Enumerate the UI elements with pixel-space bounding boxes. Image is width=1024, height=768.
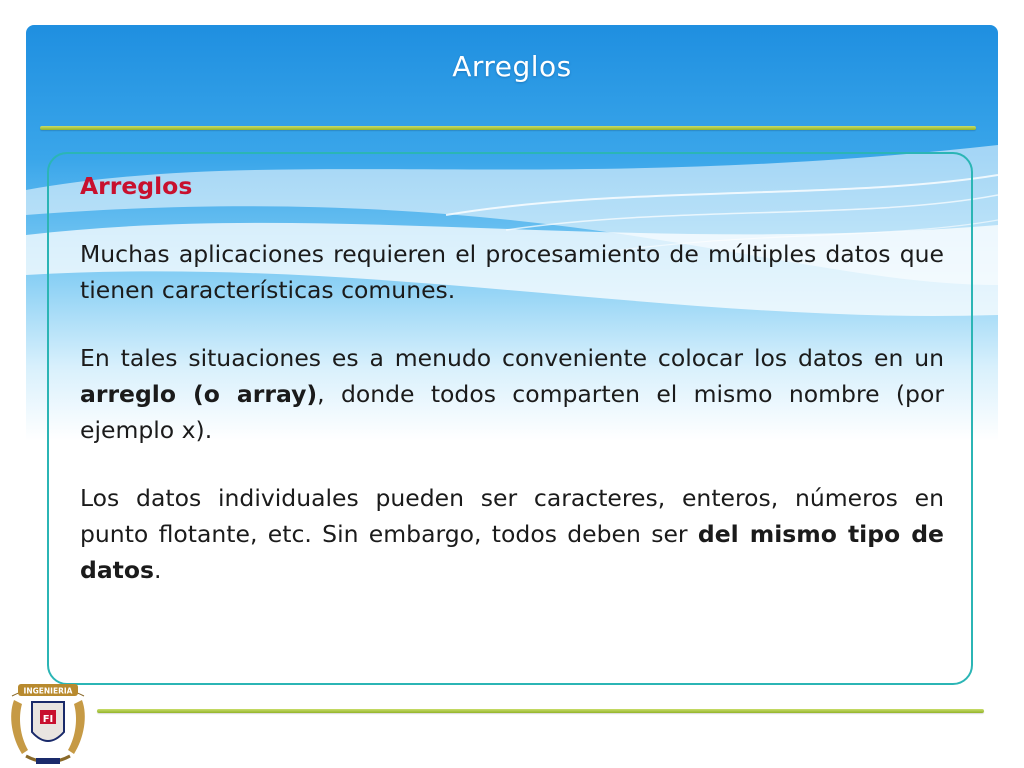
paragraph-3-text-start: Los datos individuales pueden ser caracteres, enteros, números en punto flotante, etc. Sin embargo, todos deben ser bbox=[80, 484, 944, 548]
logo-initials: FI bbox=[42, 714, 54, 725]
paragraph-1 bbox=[80, 236, 944, 308]
paragraph-2 bbox=[80, 340, 944, 448]
content-heading: Arreglos bbox=[80, 172, 193, 200]
paragraph-3-emphasis: del mismo tipo de datos bbox=[80, 520, 944, 584]
paragraph-3-text-end: . bbox=[154, 556, 162, 584]
paragraph-3 bbox=[80, 480, 944, 588]
paragraph-2-text-start: En tales situaciones es a menudo conveniente colocar los datos en un bbox=[80, 344, 944, 372]
footer-divider bbox=[97, 709, 984, 713]
paragraph-2-emphasis: arreglo (o array) bbox=[80, 380, 318, 408]
paragraph-1-text: Muchas aplicaciones requieren el procesamiento de múltiples datos que tienen características comunes. bbox=[80, 240, 944, 304]
title-divider bbox=[40, 126, 976, 130]
content-body bbox=[80, 168, 944, 620]
paragraph-2-text-end: , donde todos comparten el mismo nombre (por ejemplo x). bbox=[80, 380, 944, 444]
slide-title: Arreglos bbox=[452, 50, 572, 83]
faculty-logo-icon bbox=[6, 676, 90, 768]
logo-text: INGENIERIA bbox=[23, 686, 73, 696]
